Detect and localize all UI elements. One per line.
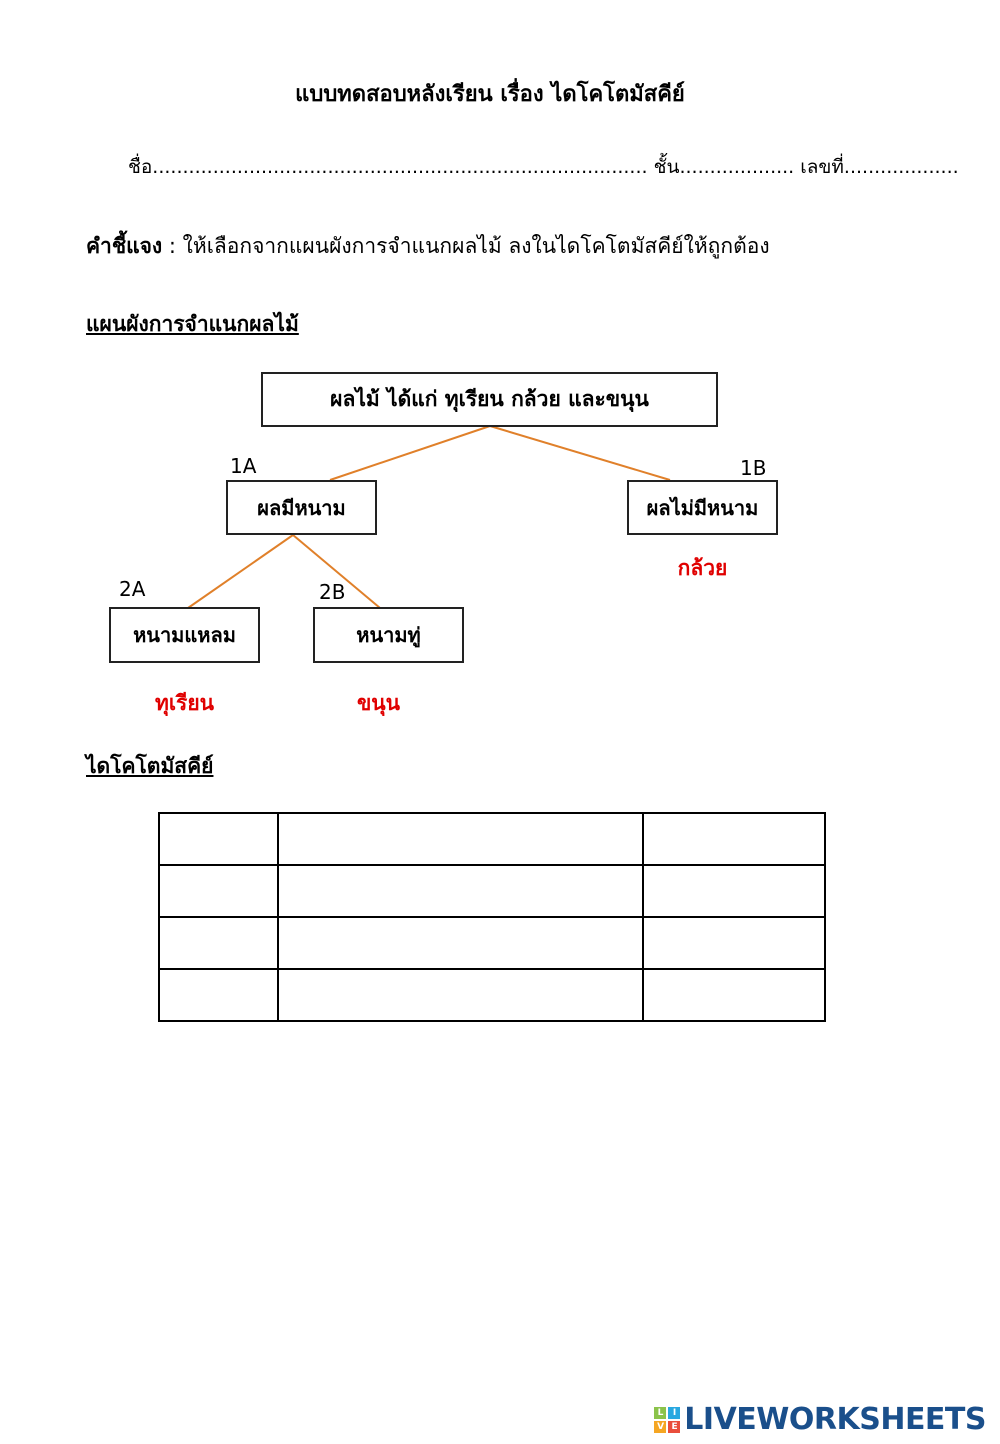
student-info-line: ชื่อ.................................................................................. ชั้น................... เลขที่................... [128, 156, 959, 178]
key-cell-step[interactable] [159, 865, 278, 917]
table-row [159, 917, 825, 969]
table-row [159, 865, 825, 917]
node-2b-code: 2B [319, 580, 346, 604]
connector-root-1b [490, 426, 670, 480]
key-cell-result[interactable] [643, 813, 825, 865]
table-row [159, 969, 825, 1021]
node-1a-code: 1A [230, 454, 257, 478]
key-cell-description[interactable] [278, 917, 643, 969]
key-cell-description[interactable] [278, 813, 643, 865]
key-heading: ไดโคโตมัสคีย์ [86, 754, 214, 778]
key-cell-description[interactable] [278, 865, 643, 917]
key-cell-result[interactable] [643, 917, 825, 969]
key-cell-result[interactable] [643, 865, 825, 917]
liveworksheets-logo [654, 1402, 986, 1437]
answer-2a: ทุเรียน [155, 691, 214, 715]
node-1a: ผลมีหนาม [226, 480, 377, 535]
node-1b-code: 1B [740, 456, 767, 480]
node-2b: หนามทู่ [313, 607, 464, 663]
page-title: แบบทดสอบหลังเรียน เรื่อง ไดโคโตมัสคีย์ [295, 82, 685, 107]
instruction-text: : ให้เลือกจากแผนผังการจำแนกผลไม้ ลงในไดโคโตมัสคีย์ให้ถูกต้อง [162, 234, 770, 258]
table-row [159, 813, 825, 865]
instruction-label: คำชี้แจง [86, 234, 163, 258]
node-2a: หนามแหลม [109, 607, 260, 663]
connector-root-1a [330, 426, 490, 480]
root-node: ผลไม้ ได้แก่ ทุเรียน กล้วย และขนุน [261, 372, 718, 427]
node-2a-code: 2A [119, 577, 146, 601]
key-cell-step[interactable] [159, 813, 278, 865]
liveworksheets-wordmark: LIVEWORKSHEETS [684, 1402, 986, 1437]
answer-2b: ขนุน [356, 691, 401, 715]
dichotomous-key-table [158, 812, 826, 1022]
key-cell-step[interactable] [159, 969, 278, 1021]
key-cell-step[interactable] [159, 917, 278, 969]
key-cell-result[interactable] [643, 969, 825, 1021]
connector-1a-2a [188, 535, 293, 608]
chart-heading: แผนผังการจำแนกผลไม้ [86, 312, 299, 336]
answer-1b: กล้วย [677, 556, 728, 580]
key-cell-description[interactable] [278, 969, 643, 1021]
liveworksheets-logo-icon: L I V E [654, 1407, 680, 1433]
node-1b: ผลไม่มีหนาม [627, 480, 778, 535]
